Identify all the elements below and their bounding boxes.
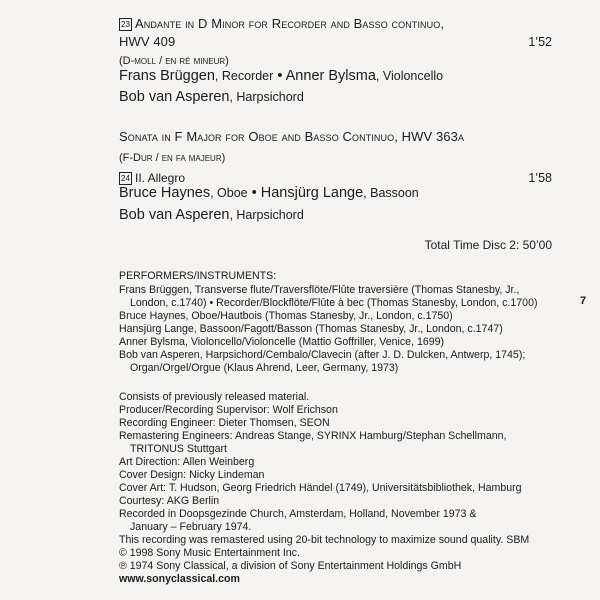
track-23-catalog: HWV 409	[119, 34, 176, 49]
production-line: Consists of previously released material.	[119, 391, 310, 403]
sonata-performers-line2: Bob van Asperen, Harpsichord	[119, 207, 304, 223]
track-23-performers-line2: Bob van Asperen, Harpsichord	[119, 89, 304, 105]
website-link[interactable]: www.sonyclassical.com	[119, 573, 240, 585]
sonata-title: Sonata in F Major for Oboe and Basso Continuo, HWV 363a	[119, 129, 465, 144]
production-line: TRITONUS Stuttgart	[130, 443, 227, 455]
credit-line: Anner Bylsma, Violoncello/Violoncelle (Mattio Goffriller, Venice, 1699)	[119, 336, 445, 348]
production-line: © 1998 Sony Music Entertainment Inc.	[119, 547, 300, 559]
credit-line: Hansjürg Lange, Bassoon/Fagott/Basson (Thomas Stanesby, Jr., London, c.1747)	[119, 323, 503, 335]
track-23-duration: 1’52	[528, 35, 552, 49]
credit-line: Organ/Orgel/Orgue (Klaus Ahrend, Leer, Germany, 1973)	[130, 362, 399, 374]
page-number: 7	[580, 295, 587, 307]
track-23-performers-line1: Frans Brüggen, Recorder • Anner Bylsma, Violoncello	[119, 68, 444, 84]
track-23-subtitle: (D-moll / en ré mineur)	[119, 55, 229, 67]
production-line: Art Direction: Allen Weinberg	[119, 456, 255, 468]
production-line: Producer/Recording Supervisor: Wolf Erichson	[119, 404, 338, 416]
total-time: Total Time Disc 2: 50’00	[424, 238, 552, 252]
production-line: ℗ 1974 Sony Classical, a division of Sony Entertainment Holdings GmbH	[119, 560, 462, 572]
production-line: This recording was remastered using 20-bit technology to maximize sound quality. SBM	[119, 534, 530, 546]
credits-heading: PERFORMERS/INSTRUMENTS:	[119, 270, 277, 282]
track-number-box: 23	[120, 20, 131, 29]
sonata-movement: 24 II. Allegro	[119, 171, 185, 185]
production-line: January – February 1974.	[130, 521, 252, 533]
credit-line: Frans Brüggen, Transverse flute/Traversflöte/Flûte traversière (Thomas Stanesby, Jr.,	[119, 284, 520, 296]
production-line: Cover Design: Nicky Lindeman	[119, 469, 265, 481]
production-line: Cover Art: T. Hudson, Georg Friedrich Händel (1749), Universitätsbibliothek, Hamburg	[119, 482, 522, 494]
production-line: Recording Engineer: Dieter Thomsen, SEON	[119, 417, 330, 429]
sonata-performers-line1: Bruce Haynes, Oboe • Hansjürg Lange, Bassoon	[119, 185, 419, 201]
production-line: Recorded in Doopsgezinde Church, Amsterdam, Holland, November 1973 &	[119, 508, 477, 520]
production-line: Courtesy: AKG Berlin	[119, 495, 220, 507]
credit-line: Bob van Asperen, Harpsichord/Cembalo/Clavecin (after J. D. Dulcken, Antwerp, 1745);	[119, 349, 526, 361]
sonata-duration: 1’58	[528, 171, 552, 185]
sonata-subtitle: (F-Dur / en fa majeur)	[119, 152, 226, 164]
track-number-box: 24	[119, 172, 132, 185]
production-line: Remastering Engineers: Andreas Stange, SYRINX Hamburg/Stephan Schellmann,	[119, 430, 507, 442]
credit-line: Bruce Haynes, Oboe/Hautbois (Thomas Stanesby, Jr., London, c.1750)	[119, 310, 453, 322]
track-23-title: 23 Andante in D Minor for Recorder and Basso continuo,	[120, 16, 445, 31]
credit-line: London, c.1740) • Recorder/Blockflöte/Flûte à bec (Thomas Stanesby, London, c.1700)	[130, 297, 538, 309]
